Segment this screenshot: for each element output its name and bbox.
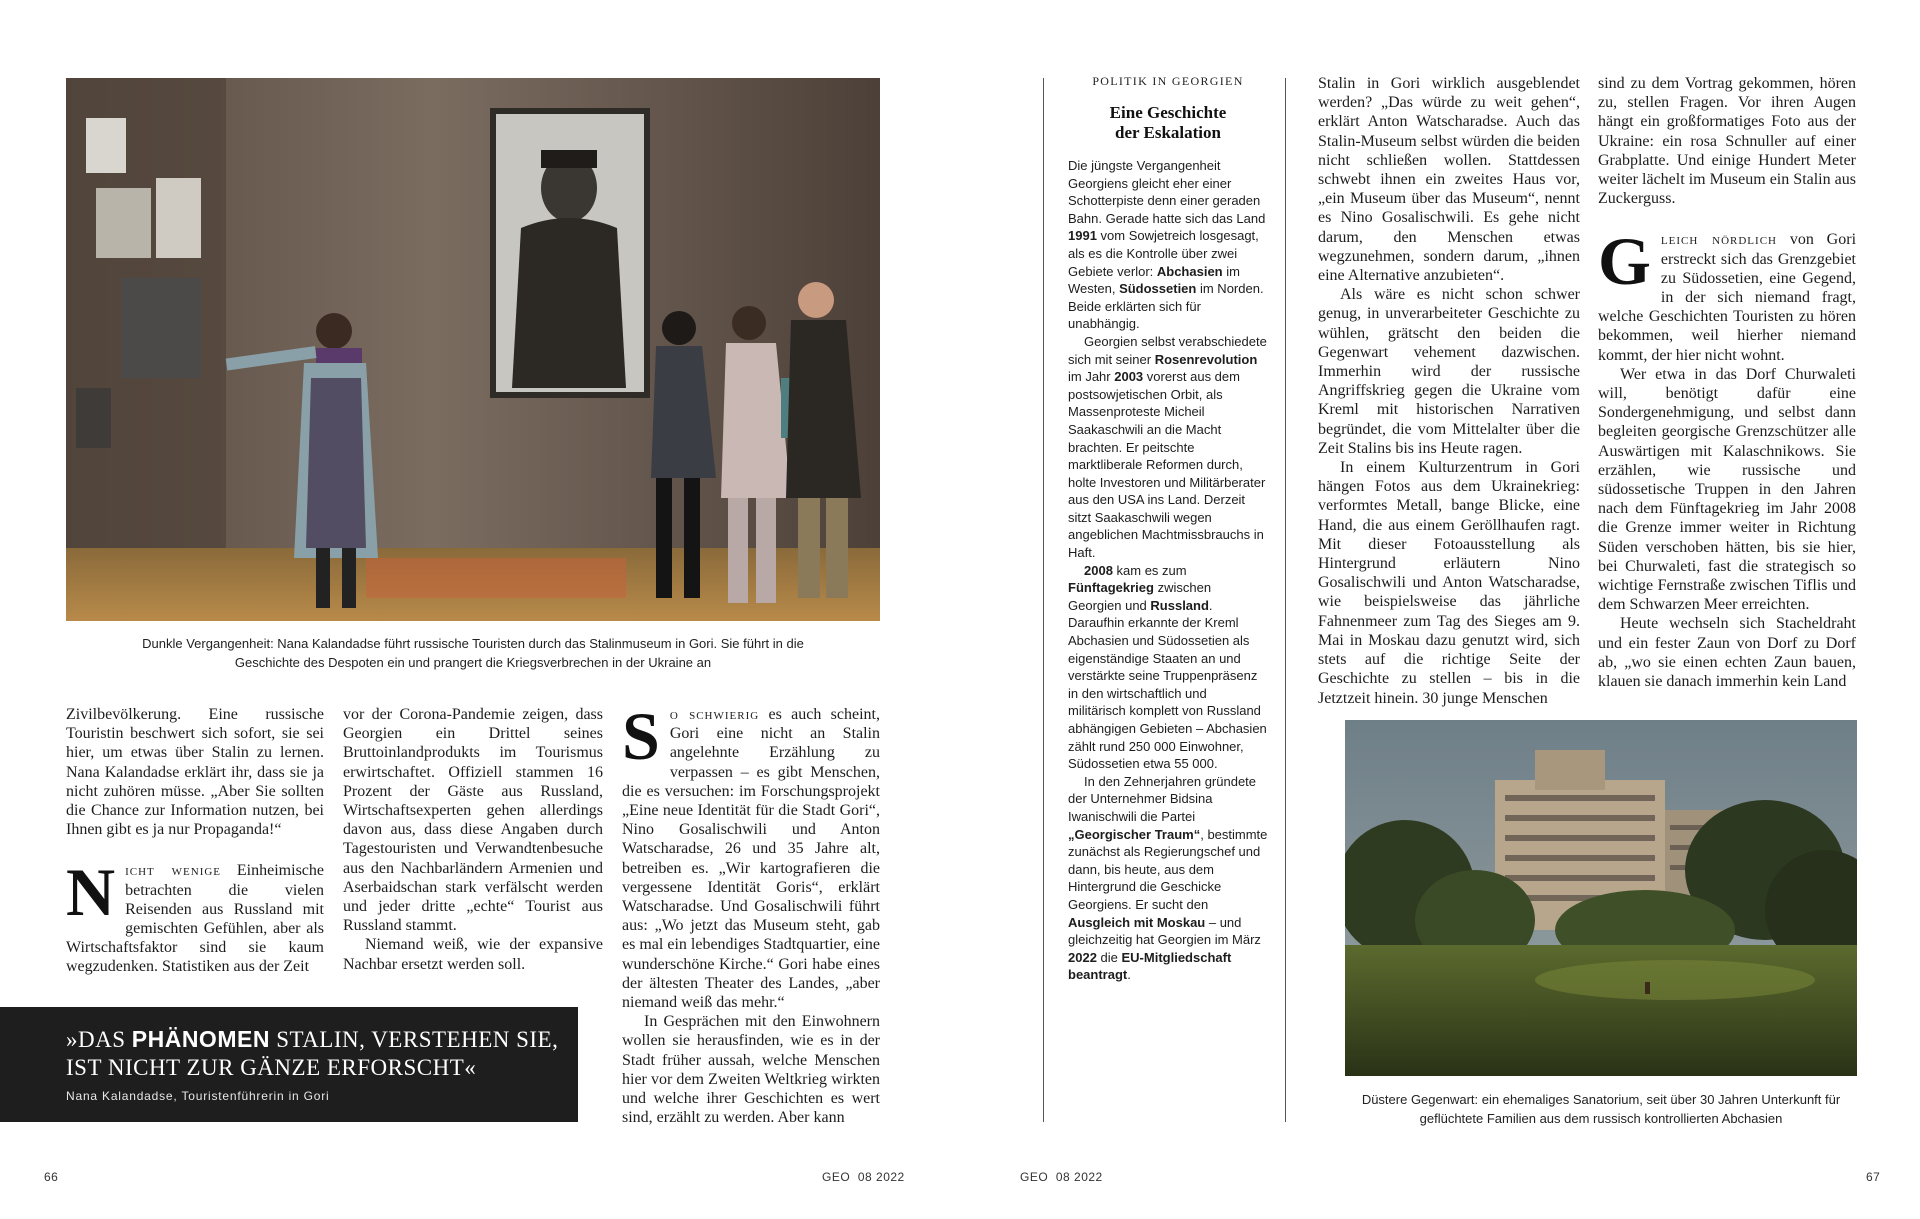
sidebar-body	[1068, 157, 1268, 984]
pull-quote-rest: STALIN, VERSTEHEN SIE, IST NICHT ZUR GÄNZE ERFORSCHT«	[66, 1027, 559, 1080]
pull-quote-open: »DAS	[66, 1027, 132, 1052]
right-column-a	[1318, 74, 1580, 708]
sidebar-paragraph-1: Die jüngste Vergangenheit Georgiens gleicht eher einer Schotterpiste denn einer geraden Bahn. Gerade hatte sich das Land 1991 vom Sowjetreich losgesagt, als es die Kontrolle über zwei Gebiete verlor: Abchasien im Westen, Südossetien im Norden. Beide erklärten sich für unabhängig.	[1068, 158, 1266, 332]
lead-in-text: o schwierig	[669, 706, 760, 723]
lead-in-text: leich nördlich	[1660, 231, 1777, 249]
pull-quote-text	[66, 1025, 566, 1082]
museum-photo	[66, 78, 880, 621]
dropcap-g: G	[1598, 223, 1651, 300]
dropcap-n: N	[66, 854, 116, 931]
sidebar-title-line-1: Eine Geschichte	[1109, 103, 1227, 122]
right-colB-paragraph-4: Heute wechseln sich Stacheldraht und ein fester Zaun von Dorf zu Dorf ab, „wo sie einen echten Zaun bauen, klauen sie danach immerhin kein Land	[1598, 615, 1856, 691]
issue-label-right: GEO 08 2022	[1020, 1170, 1103, 1184]
lead-in-text: icht wenige	[125, 862, 222, 880]
right-colB-paragraph-3: Wer etwa in das Dorf Churwaleti will, benötigt dafür eine Sondergenehmigung, und selbst dann begleiten georgische Grenzschützer alle Auswärtigen mit Kalaschnikows. Sie erzählen, wie russische und südossetische Truppen in den Jahren nach dem Fünftagekrieg im Jahr 2008 die Grenze immer weiter in Richtung Süden verschoben hätten, bis sie hier, bei Churwaleti, fast die strategisch so wichtige Fernstraße zwischen Tiflis und dem Schwarzen Meer erreichten.	[1598, 365, 1856, 614]
right-colB-paragraph-2	[1598, 223, 1857, 364]
sidebar-title	[1068, 103, 1268, 143]
left-column-1	[66, 705, 324, 977]
left-col3-paragraph-1-text: es auch scheint, Gori eine nicht an Stalin angelehnte Erzählung zu verpassen – es gibt Menschen, die es versuchen: im Forschungsprojekt „Eine neue Identität für die Stadt Gori“, Nino Gosalischwili und Anton Watscharadse, 26 und 35 Jahre alt, betreiben es. „Wir kartografieren die vergessene Identität Goris“, erklärt Watscharadse. Und Gosalischwili führt aus: „Wo jetzt das Museum steht, gab es mal ein lebendiges Stadtquartier, eine wunderschöne Kirche.“ Gori habe eines der ältesten Theater des Landes, „aber niemand weiß das mehr.“	[622, 706, 880, 1012]
left-col2-paragraph-1: vor der Corona-Pandemie zeigen, dass Georgien ein Drittel seines Bruttoinlandprodukts im Tourismus erwirtschaftet. Offiziell stammen 16 Prozent der Gäste aus Russland, Wirtschaftsexperten gehen allerdings davon aus, dass diese Angaben durch Tagestouristen und Verwandtenbesuche aus den Nachbarländern Armenien und Aserbaidschan stark verfälscht werden und jeder dritte „echte“ Tourist aus Russland stammt.	[343, 706, 603, 935]
sidebar-paragraph-3: 2008 kam es zum Fünftagekrieg zwischen Georgien und Russland. Daraufhin erkannte der Kreml Abchasien und Südossetien als eigenständige Staaten an und verstärkte seine Truppenpräsenz in den wirtschaftlich und militärisch komplett von Russland abhängigen Gebieten – Abchasien zählt rund 250 000 Einwohner, Südossetien etwa 55 000.	[1068, 562, 1267, 772]
left-col3-paragraph-1	[622, 698, 880, 1012]
dropcap-s: S	[622, 698, 660, 774]
right-colA-paragraph-1: Stalin in Gori wirklich ausgeblendet werden? „Das würde zu weit gehen“, erklärt Anton Watscharadse. Auch das Stalin-Museum selbst würden die beiden nicht schließen wollen. Stattdessen schwebt ihnen ein zweites Haus vor, „ein Museum über das Museum“, nennt es Nino Gosalischwili. Es gehe nicht darum, den Menschen etwas wegzunehmen, sondern darum, „ihnen eine Alternative anzubieten“.	[1318, 75, 1580, 285]
left-column-2	[343, 705, 603, 974]
left-col1-paragraph-1: Zivilbevölkerung. Eine russische Touristin beschwert sich sofort, sie sei hier, um etwas über Stalin zu lernen. Nana Kalandadse erklärt ihr, dass sie ja nicht zuhören müsse. „Aber Sie sollten die Chance zur Information nutzen, bei Ihnen gibt es ja nur Propaganda!“	[66, 706, 324, 839]
sanatorium-photo-illustration	[1345, 720, 1857, 1076]
sidebar-rule-left	[1043, 78, 1044, 1122]
left-column-3	[622, 698, 880, 1127]
museum-photo-illustration	[66, 78, 880, 621]
right-colB-paragraph-1: sind zu dem Vortrag gekommen, hören zu, stellen Fragen. Vor ihren Augen hängt ein großformatiges Foto aus der Ukraine: ein rosa Schnuller auf einer Grabplatte. Und einige Hundert Meter weiter lächelt im Museum ein Stalin aus Zuckerguss.	[1598, 75, 1856, 208]
sidebar-box	[1068, 74, 1268, 984]
right-colA-paragraph-2: Als wäre es nicht schon schwer genug, in unverarbeiteter Geschichte zu wühlen, grätscht den beiden die Gegenwart vehement dazwischen. Immerhin wird der russische Angriffskrieg gegen die Ukraine vom Kreml mit historischen Narrativen begründet, die vom Mittelalter über die Zeit Stalins bis ins Heute ragen.	[1318, 286, 1580, 457]
sidebar-kicker: POLITIK IN GEORGIEN	[1092, 74, 1244, 88]
left-col3-paragraph-2: In Gesprächen mit den Einwohnern wollen sie herausfinden, wie es in der Stadt früher aussah, welche Menschen hier vor dem Zweiten Weltkrieg wirkten und welche ihrer Geschichten es wert sind, erzählt zu werden. Aber kann	[622, 1013, 880, 1127]
pull-quote-box	[0, 1007, 578, 1122]
right-colA-paragraph-3: In einem Kulturzentrum in Gori hängen Fotos aus dem Ukrainekrieg: verformtes Metall, bange Blicke, eine Hand, die aus einem Geröllhaufen ragt. Mit dieser Fotoausstellung als Hintergrund erläutern Nino Gosalischwili und Anton Watscharadse, wie beispielsweise das jährliche Fahnenmeer zum Tag des Sieges am 9. Mai in Moskau dazu genutzt wird, sich stets auf die richtige Seite der Geschichte zu stellen – bis in die Jetztzeit hinein. 30 junge Menschen	[1318, 459, 1580, 707]
right-column-b	[1598, 74, 1856, 691]
sidebar-title-line-2: der Eskalation	[1115, 123, 1221, 142]
sidebar-paragraph-2: Georgien selbst verabschiedete sich mit seiner Rosenrevolution im Jahr 2003 vorerst aus dem postsowjetischen Orbit, als Massenproteste Micheil Saakaschwili an die Macht brachten. Er peitschte marktliberale Reformen durch, holte Investoren und Militärberater aus den USA ins Land. Derzeit sitzt Saakaschwili wegen angeblichen Machtmissbrauchs in Haft.	[1068, 333, 1267, 561]
sanatorium-photo-caption: Düstere Gegenwart: ein ehemaliges Sanatorium, seit über 30 Jahren Unterkunft für geflüchtete Familien aus dem russisch kontrollierten Abchasien	[1361, 1092, 1841, 1126]
sanatorium-photo	[1345, 720, 1857, 1076]
pull-quote-bold-word: PHÄNOMEN	[131, 1026, 270, 1052]
issue-label-left: GEO 08 2022	[822, 1170, 905, 1184]
page-number-left: 66	[44, 1170, 59, 1184]
left-col1-paragraph-2	[66, 854, 324, 976]
left-col2-paragraph-2: Niemand weiß, wie der expansive Nachbar ersetzt werden soll.	[343, 936, 603, 973]
right-colB-paragraph-2-text: von Gori erstreckt sich das Grenzgebiet zu Südossetien, eine Gegend, in der sich niemand fragt, welche Geschichten Touristen zu hören bekommen, weil hierher niemand kommt, der hier nicht wohnt.	[1598, 231, 1857, 364]
left-col1-paragraph-2-text: Einheimische betrachten die vielen Reisenden aus Russland mit gemischten Gefühlen, aber als Wirtschaftsfaktor sind sie kaum wegzudenken. Statistiken aus der Zeit	[66, 862, 324, 976]
sidebar-paragraph-4: In den Zehnerjahren gründete der Unternehmer Bidsina Iwanischwili die Partei „Georgischer Traum“, bestimmte zunächst als Regierungschef und dann, bis heute, aus dem Hintergrund die Geschicke Georgiens. Er sucht den Ausgleich mit Moskau – und gleichzeitig hat Georgien im März 2022 die EU-Mitgliedschaft beantragt.	[1068, 773, 1268, 983]
sidebar-rule-right	[1285, 78, 1286, 1122]
page-number-right: 67	[1866, 1170, 1881, 1184]
pull-quote-attribution: Nana Kalandadse, Touristenführerin in Gori	[66, 1089, 330, 1103]
museum-photo-caption: Dunkle Vergangenheit: Nana Kalandadse führt russische Touristen durch das Stalinmuseum in Gori. Sie führt in die Geschichte des Despoten ein und prangert die Kriegsverbrechen in der Ukraine an	[142, 636, 804, 670]
